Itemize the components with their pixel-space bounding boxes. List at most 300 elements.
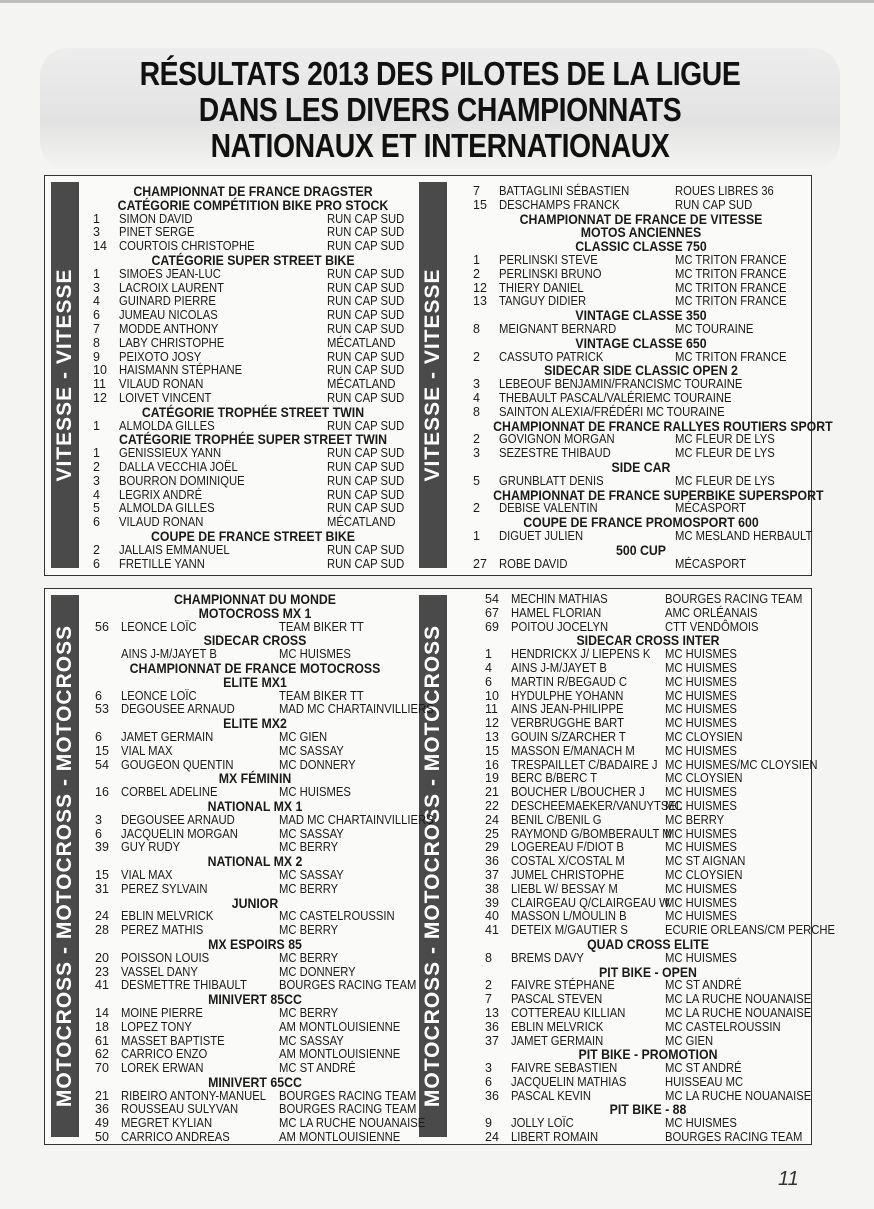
result-row <box>485 869 811 883</box>
rider-name: COURTOIS CHRISTOPHE <box>119 239 255 254</box>
category-heading: PIT BIKE - PROMOTION <box>578 1046 718 1063</box>
rider-name: VIAL MAX <box>121 743 173 758</box>
result-row <box>485 993 811 1007</box>
club-name: MC HUISMES/MC CLOYSIEN <box>665 757 818 772</box>
rank-number: 14 <box>93 239 107 254</box>
rank-number: 15 <box>95 867 109 882</box>
result-row <box>95 1035 415 1049</box>
club-name: MC ST ANDRÉ <box>279 1061 356 1076</box>
category-heading: MINIVERT 65CC <box>208 1073 302 1090</box>
club-name: MC TRITON FRANCE <box>675 294 787 309</box>
club-name: MC GIEN <box>665 1033 714 1048</box>
rider-name: MEIGNANT BERNARD <box>499 321 617 336</box>
rider-name: BOUCHER L/BOUCHER J <box>511 785 645 800</box>
club-name: RUN CAP SUD <box>327 349 405 364</box>
category-heading: MINIVERT 85CC <box>208 991 302 1008</box>
page-title <box>40 48 840 170</box>
rank-number: 61 <box>95 1033 109 1048</box>
rank-number: 2 <box>485 978 492 993</box>
rider-name: ALMOLDA GILLES <box>119 501 215 516</box>
rank-number: 16 <box>485 757 499 772</box>
rider-name: GUINARD PIERRE <box>119 294 216 309</box>
title-line-1: RÉSULTATS 2013 DES PILOTES DE LA LIGUE <box>139 55 741 92</box>
rider-name: VILAUD RONAN <box>119 515 204 530</box>
club-name: MÉCATLAND <box>327 335 396 350</box>
result-row <box>485 703 811 717</box>
club-name: TEAM BIKER TT <box>279 619 364 634</box>
category-heading: CHAMPIONNAT DU MONDE <box>173 591 336 607</box>
category-heading: COUPE DE FRANCE STREET BIKE <box>151 527 355 544</box>
club-name: MC HUISMES <box>665 660 737 675</box>
rider-name: EBLIN MELVRICK <box>511 1019 604 1034</box>
rank-number: 25 <box>485 826 499 841</box>
club-name: MC BERRY <box>279 1005 339 1020</box>
rider-name: JACQUELIN MATHIAS <box>511 1074 627 1089</box>
rank-number: 54 <box>485 592 499 606</box>
rider-name: LOPEZ TONY <box>121 1019 192 1034</box>
club-name: RUN CAP SUD <box>327 459 405 474</box>
result-row <box>473 433 809 447</box>
rank-number: 4 <box>473 390 480 405</box>
rank-number: 54 <box>95 757 109 772</box>
club-name: RUN CAP SUD <box>327 501 405 516</box>
rider-name: CARRICO ENZO <box>121 1047 208 1062</box>
category-heading: QUAD CROSS ELITE <box>587 935 709 952</box>
rank-number: 16 <box>95 785 109 800</box>
rank-number: 12 <box>93 390 107 405</box>
club-name: RUN CAP SUD <box>327 473 405 488</box>
club-name: BOURGES RACING TEAM <box>279 1102 417 1117</box>
rider-name: ROBE DAVID <box>499 556 568 571</box>
rank-number: 13 <box>485 729 499 744</box>
club-name: BOURGES RACING TEAM <box>279 1088 417 1103</box>
rank-number: 1 <box>93 446 100 461</box>
rank-number: 23 <box>95 964 109 979</box>
result-row <box>93 544 413 558</box>
club-name: BOURGES RACING TEAM <box>665 592 803 606</box>
result-row <box>473 558 809 572</box>
result-row <box>93 213 413 227</box>
rank-number: 8 <box>485 950 492 965</box>
result-row <box>93 461 413 475</box>
rider-name: LACROIX LAURENT <box>119 280 225 295</box>
rider-name: FAIVRE STÉPHANE <box>511 978 615 993</box>
rider-name: DESCHEEMAEKER/VANUYTSEL <box>511 798 683 813</box>
club-name: MC MESLAND HERBAULT <box>675 528 813 543</box>
rank-number: 8 <box>473 404 480 419</box>
rank-number: 1 <box>93 211 100 226</box>
rank-number: 15 <box>95 743 109 758</box>
result-row <box>485 979 811 993</box>
club-name: MC LA RUCHE NOUANAISE <box>665 1088 812 1103</box>
club-name: MC ST ANDRÉ <box>665 978 742 993</box>
rank-number: 36 <box>485 854 499 869</box>
rank-number: 10 <box>93 363 107 378</box>
rank-number: 29 <box>485 840 499 855</box>
result-row <box>485 772 811 786</box>
club-name: MC HUISMES <box>665 895 737 910</box>
club-name: RUN CAP SUD <box>327 280 405 295</box>
rank-number: 21 <box>95 1088 109 1103</box>
rider-name: HYDULPHE YOHANN <box>511 688 624 703</box>
rank-number: 28 <box>95 923 109 938</box>
rank-number: 41 <box>95 978 109 993</box>
result-row <box>485 757 818 773</box>
rider-name: JALLAIS EMMANUEL <box>119 542 230 557</box>
result-row <box>95 1021 415 1035</box>
rider-name: THIERY DANIEL <box>499 280 584 295</box>
rider-name: EBLIN MELVRICK <box>121 909 214 924</box>
club-name: RUN CAP SUD <box>327 308 405 323</box>
rank-number: 41 <box>485 923 499 938</box>
vitesse-left-column <box>93 185 413 571</box>
motocross-side-label-left: MOTOCROSS - MOTOCROSS - MOTOCROSS <box>51 595 79 1137</box>
result-row <box>95 731 415 745</box>
result-row <box>485 607 811 621</box>
category-heading: MX ESPOIRS 85 <box>208 935 302 952</box>
rider-name: LIBERT ROMAIN <box>511 1130 599 1145</box>
rank-number: 2 <box>93 459 100 474</box>
rider-name: AINS J-M/JAYET B <box>511 660 607 675</box>
rank-number: 14 <box>95 1005 109 1020</box>
rank-number: 6 <box>95 729 102 744</box>
category-heading: CHAMPIONNAT DE FRANCE SUPERBIKE SUPERSPORT <box>493 486 824 503</box>
result-row <box>485 814 811 828</box>
rider-name: PASCAL KEVIN <box>511 1088 592 1103</box>
rank-number: 9 <box>485 1116 492 1131</box>
result-row <box>93 475 413 489</box>
rank-number: 3 <box>95 812 102 827</box>
club-name: MC TOURAINE <box>675 321 754 336</box>
club-name: MC BERRY <box>279 881 339 896</box>
result-row <box>95 690 415 704</box>
result-row <box>95 966 415 980</box>
vitesse-side-label-left: VITESSE - VITESSE <box>51 182 79 568</box>
rider-name: JUMEAU NICOLAS <box>119 308 218 323</box>
rank-number: 5 <box>93 501 100 516</box>
rank-number: 19 <box>485 771 499 786</box>
rank-number: 11 <box>93 377 106 392</box>
category-heading: NATIONAL MX 2 <box>207 853 303 870</box>
category-heading: SIDE CAR <box>611 458 671 475</box>
club-name: RUN CAP SUD <box>327 239 405 254</box>
rider-name: PEREZ SYLVAIN <box>121 881 208 896</box>
club-name: MC HUISMES <box>665 881 737 896</box>
result-row <box>93 558 413 572</box>
rider-name: GENISSIEUX YANN <box>119 446 222 461</box>
rank-number: 13 <box>473 294 487 309</box>
result-row <box>485 910 811 924</box>
rider-name: DIGUET JULIEN <box>499 528 584 543</box>
rank-number: 4 <box>485 660 492 675</box>
vitesse-right-column <box>473 184 833 571</box>
category-heading: COUPE DE FRANCE PROMOSPORT 600 <box>523 514 759 531</box>
rider-name: LOGEREAU F/DIOT B <box>511 840 624 855</box>
rank-number: 7 <box>93 321 100 336</box>
result-row <box>485 855 811 869</box>
category-heading: JUNIOR <box>231 894 279 911</box>
rider-name: LIEBL W/ BESSAY M <box>511 881 618 896</box>
category-heading: ELITE MX1 <box>223 673 287 690</box>
category-heading: CHAMPIONNAT DE FRANCE MOTOCROSS <box>129 659 381 676</box>
rank-number: 31 <box>95 881 109 896</box>
rank-number: 70 <box>95 1061 109 1076</box>
rank-number: 62 <box>95 1047 109 1062</box>
club-name: MC DONNERY <box>279 964 356 979</box>
result-row <box>93 282 413 296</box>
rider-name: CARRICO ANDREAS <box>121 1130 230 1145</box>
rider-name: MODDE ANTHONY <box>119 321 219 336</box>
rank-number: 3 <box>93 280 100 295</box>
club-name: MAD MC CHARTAINVILLIERS <box>279 812 434 827</box>
rank-number: 36 <box>485 1019 499 1034</box>
club-name: CTT VENDÔMOIS <box>665 619 759 634</box>
rank-number: 15 <box>485 743 499 758</box>
rider-name: LABY CHRISTOPHE <box>119 335 225 350</box>
club-name: HUISSEAU MC <box>665 1074 744 1089</box>
rider-name: DETEIX M/GAUTIER S <box>511 923 628 938</box>
rider-name: VERBRUGGHE BART <box>511 716 624 731</box>
rider-name: RAYMOND G/BOMBERAULT M <box>511 826 672 841</box>
result-row <box>95 1048 415 1062</box>
result-row <box>485 828 811 842</box>
category-heading: CATÉGORIE COMPÉTITION BIKE PRO STOCK <box>117 196 389 213</box>
rider-name: PINET SERGE <box>119 225 195 240</box>
rider-name: DESMETTRE THIBAULT <box>121 978 247 993</box>
rider-name: SAINTON ALEXIA/FRÉDÉRI MC TOURAINE <box>499 404 725 419</box>
result-row <box>485 731 811 745</box>
rank-number: 6 <box>95 826 102 841</box>
rank-number: 1 <box>93 418 100 433</box>
club-name: MÉCASPORT <box>675 556 747 571</box>
club-name: MC GIEN <box>279 729 328 744</box>
club-name: MC HUISMES <box>279 785 351 800</box>
rider-name: LOREK ERWAN <box>121 1061 204 1076</box>
club-name: MC FLEUR DE LYS <box>675 432 775 447</box>
club-name: RUN CAP SUD <box>327 363 405 378</box>
result-row <box>485 690 811 704</box>
rank-number: 36 <box>485 1088 499 1103</box>
result-row <box>473 185 809 199</box>
rider-name: BENIL C/BENIL G <box>511 812 602 827</box>
rank-number: 4 <box>93 487 100 502</box>
rider-name: TRESPAILLET C/BADAIRE J <box>511 757 658 772</box>
rider-name: VIAL MAX <box>121 867 173 882</box>
rank-number: 40 <box>485 909 499 924</box>
rider-name: MASSON L/MOULIN B <box>511 909 627 924</box>
rider-name: JACQUELIN MORGAN <box>121 826 238 841</box>
result-row <box>95 952 415 966</box>
rider-name: GOUIN S/ZARCHER T <box>511 729 626 744</box>
club-name: MC HUISMES <box>665 950 737 965</box>
club-name: MC SASSAY <box>279 1033 344 1048</box>
rider-name: COTTEREAU KILLIAN <box>511 1005 626 1020</box>
club-name: MC CLOYSIEN <box>665 729 743 744</box>
rider-name: GUY RUDY <box>121 840 181 855</box>
rank-number: 1 <box>473 528 480 543</box>
club-name: RUN CAP SUD <box>327 418 405 433</box>
vitesse-side-label-right: VITESSE - VITESSE <box>419 182 447 568</box>
club-name: MC HUISMES <box>665 702 737 717</box>
club-name: RUN CAP SUD <box>327 225 405 240</box>
category-heading: CATÉGORIE TROPHÉE SUPER STREET TWIN <box>118 431 388 448</box>
club-name: MC HUISMES <box>665 674 737 689</box>
result-row <box>93 489 413 503</box>
result-row <box>485 786 811 800</box>
rank-number: 39 <box>485 895 499 910</box>
rider-name: CLAIRGEAU Q/CLAIRGEAU W <box>511 895 670 910</box>
rank-number: 69 <box>485 619 499 634</box>
rank-number: 24 <box>485 1130 499 1145</box>
rider-name: MARTIN R/BEGAUD C <box>511 674 628 689</box>
rider-name: LEONCE LOÏC <box>121 619 197 634</box>
rider-name: AINS J-M/JAYET B <box>121 647 217 662</box>
rider-name: CASSUTO PATRICK <box>499 349 604 364</box>
rank-number: 56 <box>95 619 109 634</box>
result-row <box>485 1021 811 1035</box>
club-name: MC BERRY <box>279 923 339 938</box>
rider-name: JAMET GERMAIN <box>511 1033 604 1048</box>
result-row <box>93 323 413 337</box>
rank-number: 6 <box>485 1074 492 1089</box>
rider-name: DEGOUSEE ARNAUD <box>121 702 235 717</box>
vitesse-panel <box>44 175 833 576</box>
club-name: RUN CAP SUD <box>327 556 405 571</box>
rank-number: 50 <box>95 1130 109 1145</box>
club-name: MC HUISMES <box>665 826 737 841</box>
club-name: MC TRITON FRANCE <box>675 266 787 281</box>
rank-number: 2 <box>93 542 100 557</box>
club-name: AMC ORLÉANAIS <box>665 605 758 620</box>
rank-number: 24 <box>485 812 499 827</box>
category-heading: ELITE MX2 <box>223 715 287 732</box>
rider-name: BERC B/BERC T <box>511 771 598 786</box>
club-name: MC BERRY <box>665 812 725 827</box>
rank-number: 7 <box>473 184 480 198</box>
rider-name: JUMEL CHRISTOPHE <box>511 867 625 882</box>
club-name: MÉCASPORT <box>675 501 747 516</box>
club-name: MC BERRY <box>279 840 339 855</box>
rider-name: MEGRET KYLIAN <box>121 1116 213 1131</box>
club-name: MC CLOYSIEN <box>665 867 743 882</box>
rider-name: MOINE PIERRE <box>121 1005 203 1020</box>
rank-number: 67 <box>485 605 499 620</box>
club-name: MC HUISMES <box>665 840 737 855</box>
rider-name: THEBAULT PASCAL/VALÉRIEMC TOURAINE <box>499 390 732 405</box>
club-name: RUN CAP SUD <box>675 197 753 212</box>
result-row <box>485 841 811 855</box>
club-name: BOURGES RACING TEAM <box>665 1130 803 1145</box>
rider-name: HAISMANN STÉPHANE <box>119 363 243 378</box>
top-border-line <box>0 0 874 3</box>
result-row <box>95 828 415 842</box>
rider-name: FAIVRE SEBASTIEN <box>511 1061 618 1076</box>
rank-number: 20 <box>95 950 109 965</box>
result-row <box>95 812 434 828</box>
result-row <box>485 745 811 759</box>
rider-name: SIMON DAVID <box>119 211 193 226</box>
result-row <box>473 254 809 268</box>
club-name: MC ST AIGNAN <box>665 854 746 869</box>
result-row <box>93 502 413 516</box>
rank-number: 2 <box>473 266 480 281</box>
result-row <box>93 364 413 378</box>
club-name: TEAM BIKER TT <box>279 688 364 703</box>
club-name: MC FLEUR DE LYS <box>675 473 775 488</box>
club-name: MC HUISMES <box>665 909 737 924</box>
result-row <box>473 392 809 406</box>
rank-number: 3 <box>473 446 480 461</box>
rider-name: AINS JEAN-PHILIPPE <box>511 702 624 717</box>
result-row <box>485 1076 811 1090</box>
club-name: ECURIE ORLEANS/CM PERCHE <box>665 923 836 938</box>
rider-name: PEREZ MATHIS <box>121 923 204 938</box>
result-row <box>485 676 811 690</box>
rider-name: SIMOES JEAN-LUC <box>119 266 221 281</box>
club-name: MÉCATLAND <box>327 515 396 530</box>
rank-number: 22 <box>485 798 499 813</box>
club-name: MC LA RUCHE NOUANAISE <box>279 1116 426 1131</box>
rank-number: 21 <box>485 785 499 800</box>
rank-number: 6 <box>95 688 102 703</box>
club-name: MC HUISMES <box>665 647 737 662</box>
club-name: BOURGES RACING TEAM <box>279 978 417 993</box>
page-number: 11 <box>778 1168 799 1190</box>
club-name: MC CLOYSIEN <box>665 771 743 786</box>
category-heading: CATÉGORIE SUPER STREET BIKE <box>151 251 355 268</box>
rider-name: BREMS DAVY <box>511 950 584 965</box>
rank-number: 11 <box>485 702 498 717</box>
result-row <box>485 593 811 607</box>
rank-number: 27 <box>473 556 487 571</box>
rank-number: 1 <box>93 266 100 281</box>
result-row <box>485 1131 811 1145</box>
rank-number: 8 <box>93 335 100 350</box>
result-row <box>95 910 415 924</box>
club-name: MC SASSAY <box>279 743 344 758</box>
club-name: MAD MC CHARTAINVILLIERS <box>279 702 434 717</box>
club-name: MC TRITON FRANCE <box>675 280 787 295</box>
motocross-side-label-right: MOTOCROSS - MOTOCROSS - MOTOCROSS <box>419 595 447 1137</box>
club-name: MC SASSAY <box>279 867 344 882</box>
club-name: RUN CAP SUD <box>327 266 405 281</box>
rank-number: 2 <box>473 349 480 364</box>
rider-name: MASSET BAPTISTE <box>121 1033 225 1048</box>
rider-name: LOIVET VINCENT <box>119 390 212 405</box>
category-heading: SIDECAR CROSS <box>203 632 307 649</box>
rider-name: CORBEL ADELINE <box>121 785 218 800</box>
rank-number: 39 <box>95 840 109 855</box>
category-heading: VINTAGE CLASSE 350 <box>575 307 707 324</box>
rank-number: 18 <box>95 1019 109 1034</box>
club-name: MC HUISMES <box>279 647 351 662</box>
club-name: MC ST ANDRÉ <box>665 1061 742 1076</box>
result-row <box>93 268 413 282</box>
result-row <box>95 1116 426 1131</box>
rider-name: JOLLY LOÏC <box>511 1116 574 1131</box>
rank-number: 1 <box>485 647 492 662</box>
rider-name: ALMOLDA GILLES <box>119 418 215 433</box>
club-name: RUN CAP SUD <box>327 446 405 461</box>
club-name: MC HUISMES <box>665 798 737 813</box>
rider-name: POISSON LOUIS <box>121 950 210 965</box>
rider-name: LEBEOUF BENJAMIN/FRANCISMC TOURAINE <box>499 377 743 392</box>
category-heading: CLASSIC CLASSE 750 <box>575 238 707 255</box>
category-heading: VINTAGE CLASSE 650 <box>575 334 707 351</box>
motocross-panel <box>44 588 836 1145</box>
result-row <box>93 309 413 323</box>
rider-name: POITOU JOCELYN <box>511 619 609 634</box>
